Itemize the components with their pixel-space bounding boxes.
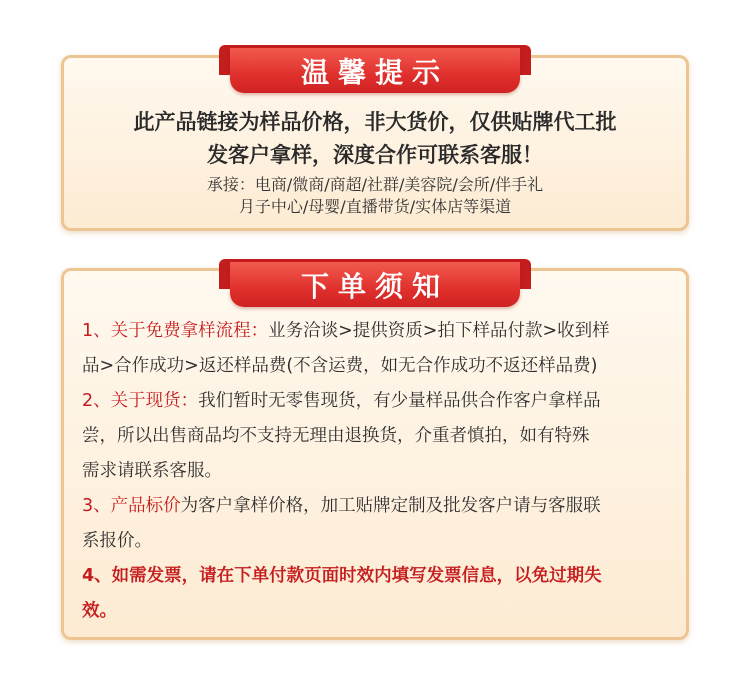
- order-item-2-line-2: 尝，所以出售商品均不支持无理由退换货，介重者慎拍，如有特殊: [82, 426, 590, 446]
- notice-channels-line-2: 月子中心/母婴/直播带货/实体店等渠道: [238, 197, 512, 216]
- order-item-1-line-2: 品>合作成功>返还样品费(不含运费，如无合作成功不返还样品费): [82, 356, 598, 376]
- order-item-3: [82, 489, 672, 559]
- notice-title: 温馨提示: [230, 48, 520, 93]
- order-title: 下单须知: [230, 262, 520, 307]
- order-item-1-label: 1、关于免费拿样流程：: [82, 321, 269, 341]
- order-item-4-line-1: 4、如需发票，请在下单付款页面时效内填写发票信息，以免过期失: [82, 566, 602, 586]
- order-item-2-line-1: [82, 384, 672, 419]
- order-item-4: [82, 559, 672, 629]
- order-item-1: [82, 314, 672, 384]
- order-item-1-text: 业务洽谈>提供资质>拍下样品付款>收到样: [268, 321, 610, 341]
- order-item-3-line-1: [82, 489, 672, 524]
- order-item-4-line-2: 效。: [82, 601, 117, 621]
- order-item-3-text: 为客户拿样价格，加工贴牌定制及批发客户请与客服联: [180, 496, 601, 516]
- order-item-2-label: 2、关于现货：: [82, 391, 199, 411]
- order-item-3-line-2: 系报价。: [82, 531, 152, 551]
- order-item-2-line-3: 需求请联系客服。: [82, 461, 222, 481]
- order-item-1-line-1: [82, 314, 672, 349]
- notice-line-2: 发客户拿样，深度合作可联系客服！: [207, 143, 543, 167]
- notice-channels-line-1: 承接：电商/微商/商超/社群/美容院/会所/伴手礼: [206, 175, 544, 194]
- notice-line-1: 此产品链接为样品价格，非大货价，仅供贴牌代工批: [133, 110, 617, 134]
- order-item-2-text: 我们暂时无零售现货，有少量样品供合作客户拿样品: [198, 391, 601, 411]
- order-item-3-label: 3、产品标价: [82, 496, 181, 516]
- order-item-2: [82, 384, 672, 489]
